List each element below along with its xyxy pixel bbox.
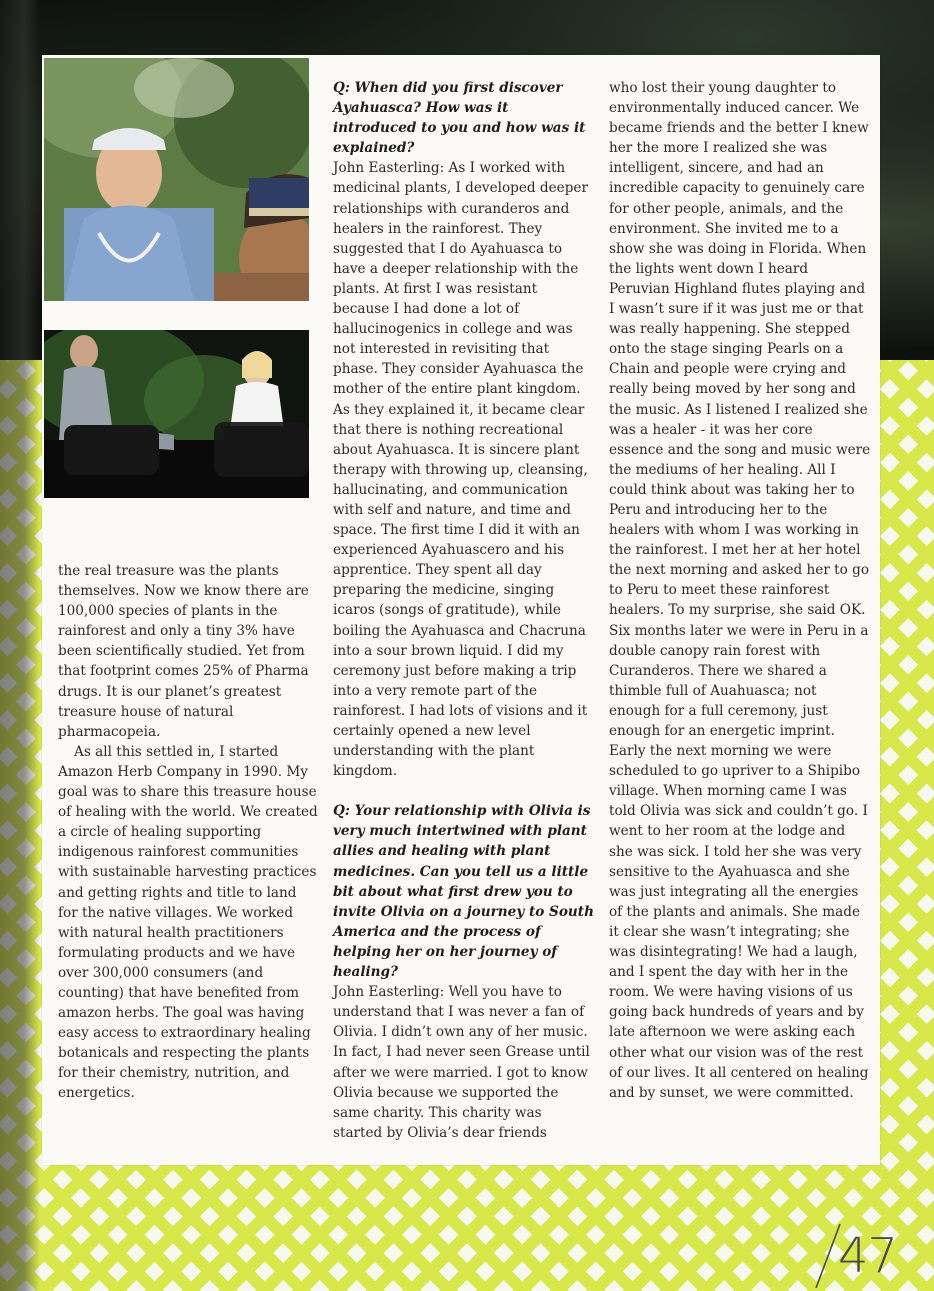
page-number-text: 47	[838, 1228, 898, 1284]
article-column-middle	[333, 78, 595, 1143]
paragraph-plants-treasure: the real treasure was the plants themselves. Now we know there are 100,000 species of plants in the rainforest and only a tiny 3% have been scientifically studied. Yet from that footprint comes 25% of Pharma drugs. It is our planet’s greatest treasure house of natural pharmacopeia.	[58, 563, 309, 740]
page-gutter-shadow	[0, 0, 40, 1291]
question-relationship-olivia: Q: Your relationship with Olivia is very much intertwined with plant allies and healing with plant medicines. Can you tell us a little bit about what first drew you to invite Olivia on a journey to South America and the process of helping her on her journey of healing?	[333, 803, 594, 981]
question-ayahuasca-discovery: Q: When did you first discover Ayahuasca? How was it introduced to you and how was it explained?	[333, 80, 586, 157]
article-column-left	[58, 561, 320, 1104]
answer-relationship-olivia: John Easterling: Well you have to understand that I was never a fan of Olivia. I didn’t own any of her music. In fact, I had never seen Grease until after we were married. I got to know Olivia because we supported the same charity. This charity was started by Olivia’s dear friends	[333, 984, 590, 1141]
answer-ayahuasca-discovery: John Easterling: As I worked with medicinal plants, I developed deeper relationships with curanderos and healers in the rainforest. They suggested that I do Ayahuasca to have a deeper relationship with the plants. At first I was resistant because I had done a lot of hallucinogenics in college and was not interested in revisiting that phase. They consider Ayahuasca the mother of the entire plant kingdom. As they explained it, it became clear that there is nothing recreational about Ayahuasca. It is sincere plant therapy with throwing up, cleansing, hallucinating, and communication with self and nature, and time and space. The first time I did it with an experienced Ayahuascero and his apprentice. They spent all day preparing the medicine, singing icaros (songs of gratitude), while boiling the Ayahuasca and Chacruna into a sour brown liquid. I did my ceremony just before making a trip into a very remote part of the rainforest. I had lots of visions and it certainly opened a new level understanding with the plant kingdom.	[333, 160, 588, 780]
photo-rainforest-meeting	[44, 58, 309, 301]
photo-interview-stage	[44, 330, 309, 498]
page-number	[812, 1228, 922, 1288]
paragraph-amazon-herb-company: As all this settled in, I started Amazon Herb Company in 1990. My goal was to share this treasure house of healing with the world. We created a circle of healing supporting indigenous rainforest communities with sustainable harvesting practices and getting rights and title to land for the native villages. We worked with natural health practitioners formulating products and we have over 300,000 consumers (and counting) that have benefited from amazon herbs. The goal was having easy access to extraordinary healing botanicals and respecting the plants for their chemistry, nutrition, and energetics.	[58, 743, 318, 1102]
article-column-right	[609, 78, 871, 1103]
paragraph-olivia-story: who lost their young daughter to environmentally induced cancer. We became friends and the better I knew her the more I realized she was intelligent, sincere, and had an incredible capacity to genuinely care for other people, animals, and the environment. She invited me to a show she was doing in Florida. When the lights went down I heard Peruvian Highland flutes playing and I wasn’t sure if it was just me or that was really happening. She stepped onto the stage singing Pearls on a Chain and people were crying and really being moved by her song and the music. As I listened I realized she was a healer - it was her core essence and the song and music were the mediums of her healing. All I could think about was taking her to Peru and introducing her to the healers with whom I was working in the rainforest. I met her at her hotel the next morning and asked her to go to Peru to meet these rainforest healers. To my surprise, she said OK. Six months later we were in Peru in a double canopy rain forest with Curanderos. There we shared a thimble full of Auahuasca; not enough for a full ceremony, just enough for an energetic imprint. Early the next morning we were scheduled to go upriver to a Shipibo village. When morning came I was told Olivia was sick and couldn’t go. I went to her room at the lodge and she was sick. I told her she was very sensitive to the Ayahuasca and she was just integrating all the energies of the plants and animals. She made it clear she wasn’t integrating; she was disintegrating! We had a laugh, and I spent the day with her in the room. We were having visions of us going back hundreds of years and by late afternoon we were asking each other what our vision was of the rest of our lives. It all centered on healing and by sunset, we were committed.	[609, 80, 871, 1101]
